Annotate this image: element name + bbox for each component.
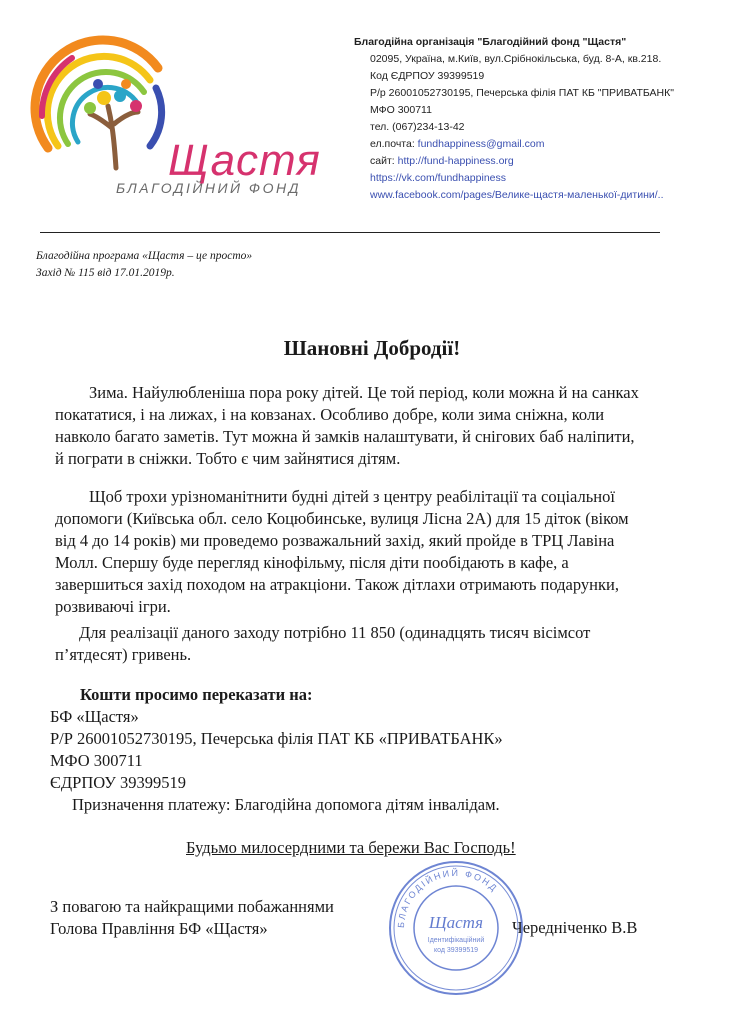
payment-heading: Кошти просимо переказати на:: [80, 685, 313, 704]
paragraph-line: покататися, і на лижах, і на ковзанах. Особливо добре, коли зима сніжна, коли: [55, 405, 605, 424]
org-site-line: [370, 153, 734, 170]
paragraph-line: й пограти в сніжки. Тобто є чим зайнятися дітям.: [55, 449, 401, 468]
letter-reference: [36, 248, 252, 282]
paragraph-line: п’ятдесят) гривень.: [55, 645, 192, 664]
header-divider: [40, 232, 660, 233]
stamp-seal-icon: [386, 858, 526, 998]
payment-purpose: Призначення платежу: Благодійна допомога дітям інвалідам.: [72, 795, 500, 814]
program-name: Благодійна програма «Щастя – це просто»: [36, 250, 253, 262]
facebook-link[interactable]: www.facebook.com/pages/Велике-щастя-маленької-дитини/..: [370, 189, 664, 201]
paragraph-line: допомоги (Київська обл. село Коцюбинське, вулиця Лісна 2А) для 15 діток (віком: [55, 509, 629, 528]
paragraph-amount: [55, 622, 655, 666]
org-name: Благодійна організація "Благодійний фонд "Щастя": [354, 36, 627, 48]
paragraph-line: від 4 до 14 років) ми проведемо розважальний захід, який пройде в ТРЦ Лавіна: [55, 531, 615, 550]
paragraph-line: навколо багато заметів. Тут можна й замків налаштувати, й снігових баб наліпити,: [55, 427, 635, 446]
signer-name: Чередніченко В.В: [512, 918, 638, 937]
payment-details: [50, 684, 503, 816]
closing-regards: З повагою та найкращими побажаннями: [50, 897, 334, 916]
organization-stamp: [386, 858, 526, 998]
stamp-center-code: код 39399519: [433, 947, 479, 954]
paragraph-winter: [55, 382, 655, 470]
logo-subtitle: БЛАГОДІЙНИЙ ФОНД: [116, 180, 301, 196]
event-number: Захід № 115 від 17.01.2019р.: [36, 267, 175, 279]
org-address: 02095, Україна, м.Київ, вул.Срібнокільська, буд. 8-А, кв.218.: [370, 53, 662, 65]
org-mfo: МФО 300711: [370, 104, 432, 116]
closing-position: Голова Правління БФ «Щастя»: [50, 919, 268, 938]
site-link[interactable]: http://fund-happiness.org: [397, 155, 514, 167]
org-account: Р/р 26001052730195, Печерська філія ПАТ КБ "ПРИВАТБАНК": [370, 87, 674, 99]
payment-account: Р/Р 26001052730195, Печерська філія ПАТ КБ «ПРИВАТБАНК»: [50, 729, 503, 748]
paragraph-line: Молл. Спершу буде перегляд кінофільму, після діти пообідають в кафе, а: [55, 553, 569, 572]
paragraph-event: [55, 486, 655, 618]
org-edrpou: Код ЄДРПОУ 39399519: [370, 70, 485, 82]
paragraph-line: розвиваючі ігри.: [55, 597, 171, 616]
email-label: ел.почта:: [370, 138, 418, 150]
logo-wordmark: Щастя: [168, 136, 321, 185]
contact-block: [354, 34, 734, 204]
vk-link[interactable]: https://vk.com/fundhappiness: [370, 172, 506, 184]
closing-block: [50, 896, 334, 940]
payment-edrpou: ЄДРПОУ 39399519: [50, 773, 187, 792]
stamp-center-sub: Ідентифікаційний: [427, 937, 485, 944]
paragraph-line: завершиться захід походом на атракціони. Також дітлахи отримають подарунки,: [55, 575, 619, 594]
paragraph-line: Щоб трохи урізноманітнити будні дітей з центру реабілітації та соціальної: [89, 487, 615, 506]
payment-mfo: МФО 300711: [50, 751, 143, 770]
stamp-center-word: Щастя: [428, 913, 484, 932]
fund-logo: [28, 28, 328, 198]
site-label: сайт:: [370, 155, 398, 167]
payment-recipient: БФ «Щастя»: [50, 707, 139, 726]
paragraph-line: Для реалізації даного заходу потрібно 11 850 (одинадцять тисяч вісімсот: [79, 623, 591, 642]
email-link[interactable]: fundhappiness@gmail.com: [417, 138, 545, 150]
closing-motto: Будьмо милосердними та бережи Вас Господь!: [186, 838, 516, 857]
org-phone: тел. (067)234-13-42: [370, 121, 465, 133]
paragraph-line: Зима. Найулюбленіша пора року дітей. Це той період, коли можна й на санках: [89, 383, 639, 402]
org-email-line: [370, 136, 734, 153]
greeting-heading: Шановні Добродії!: [283, 336, 461, 360]
stamp-ring-text: БЛАГОДІЙНИЙ ФОНД: [395, 867, 500, 929]
